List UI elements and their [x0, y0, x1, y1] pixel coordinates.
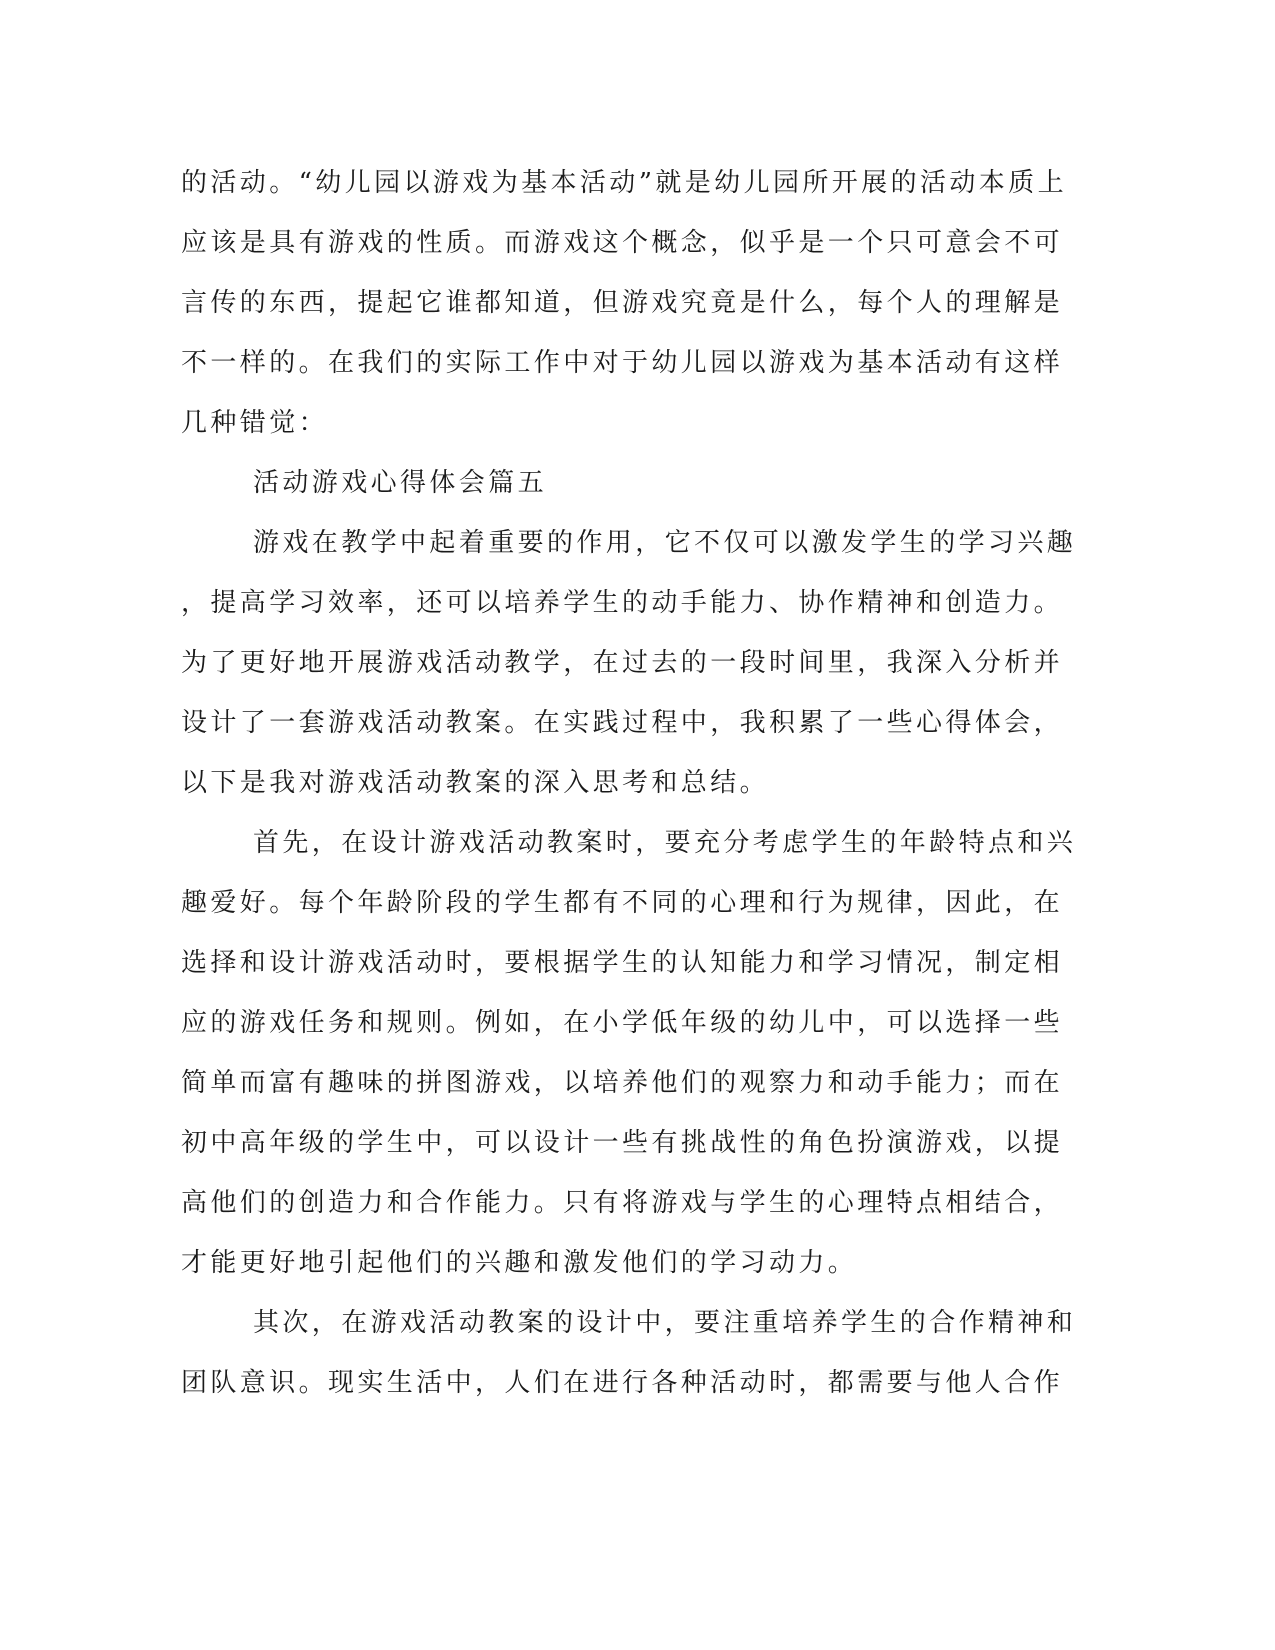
text-line: 应该是具有游戏的性质。而游戏这个概念，似乎是一个只可意会不可 — [181, 228, 1064, 258]
text-line: ，提高学习效率，还可以培养学生的动手能力、协作精神和创造力。 — [181, 588, 1064, 618]
paragraph-game-teaching — [181, 513, 1077, 813]
text-line: 团队意识。现实生活中，人们在进行各种活动时，都需要与他人合作 — [181, 1368, 1064, 1398]
text-line: 选择和设计游戏活动时，要根据学生的认知能力和学习情况，制定相 — [181, 948, 1064, 978]
text-line: 不一样的。在我们的实际工作中对于幼儿园以游戏为基本活动有这样 — [181, 348, 1064, 378]
text-line: 才能更好地引起他们的兴趣和激发他们的学习动力。 — [181, 1248, 858, 1278]
text-line: 的活动。“幼儿园以游戏为基本活动”就是幼儿园所开展的活动本质上 — [181, 168, 1067, 198]
text-line: 简单而富有趣味的拼图游戏，以培养他们的观察力和动手能力；而在 — [181, 1068, 1064, 1098]
text-line: 应的游戏任务和规则。例如，在小学低年级的幼儿中，可以选择一些 — [181, 1008, 1064, 1038]
text-line: 几种错觉： — [181, 408, 329, 438]
text-line: 初中高年级的学生中，可以设计一些有挑战性的角色扮演游戏，以提 — [181, 1128, 1064, 1158]
paragraph-intro — [181, 153, 1067, 453]
text-line: 游戏在教学中起着重要的作用，它不仅可以激发学生的学习兴趣 — [253, 528, 1077, 558]
text-line: 以下是我对游戏活动教案的深入思考和总结。 — [181, 768, 770, 798]
text-line: 高他们的创造力和合作能力。只有将游戏与学生的心理特点相结合， — [181, 1188, 1064, 1218]
text-line: 其次，在游戏活动教案的设计中，要注重培养学生的合作精神和 — [253, 1308, 1077, 1338]
text-line: 趣爱好。每个年龄阶段的学生都有不同的心理和行为规律，因此，在 — [181, 888, 1064, 918]
section-heading — [181, 453, 1041, 513]
text-line: 首先，在设计游戏活动教案时，要充分考虑学生的年龄特点和兴 — [253, 828, 1077, 858]
document-body — [181, 153, 1077, 1413]
text-line: 设计了一套游戏活动教案。在实践过程中，我积累了一些心得体会， — [181, 708, 1064, 738]
text-line: 言传的东西，提起它谁都知道，但游戏究竟是什么，每个人的理解是 — [181, 288, 1064, 318]
text-line: 为了更好地开展游戏活动教学，在过去的一段时间里，我深入分析并 — [181, 648, 1064, 678]
paragraph-second — [181, 1293, 1077, 1413]
section-heading-text: 活动游戏心得体会篇五 — [253, 468, 548, 498]
paragraph-first — [181, 813, 1077, 1293]
